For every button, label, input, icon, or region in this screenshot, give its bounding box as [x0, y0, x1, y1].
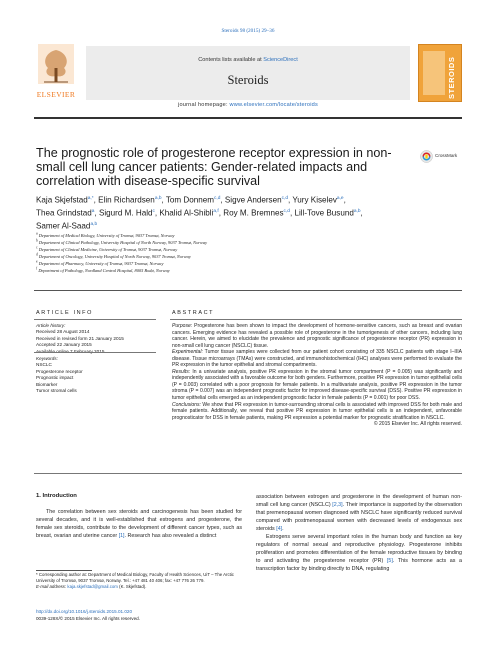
author-affiliation-marker[interactable]: a,f — [213, 209, 219, 215]
intro-right-column — [256, 493, 462, 573]
abstract-purpose — [172, 323, 462, 349]
history-item: Available online 7 February 2015 — [36, 348, 105, 354]
keyword: Biomarker — [36, 381, 58, 387]
author-affiliation-marker[interactable]: a,b — [353, 209, 361, 215]
conclusions-label: Conclusions: — [172, 401, 201, 408]
reference-link[interactable]: [5] — [386, 558, 393, 564]
history-item: Accepted 22 January 2015 — [36, 342, 92, 348]
author-affiliation-marker[interactable]: c,d — [213, 196, 221, 201]
reference-link[interactable]: [2,3] — [332, 502, 343, 508]
affiliation-item — [36, 260, 456, 267]
author-separator: , — [220, 195, 225, 205]
journal-citation[interactable]: Steroids 98 (2015) 29–36 — [221, 28, 275, 34]
affiliation-marker: a — [36, 231, 38, 236]
author-name[interactable]: Kaja Skjefstad — [36, 195, 88, 205]
reference-link[interactable]: [1] — [118, 533, 125, 539]
author-affiliation-marker[interactable]: c — [152, 209, 155, 215]
affiliation-text: Department of Pharmacy, University of Tromsø, 9037 Tromsø, Norway — [38, 261, 164, 266]
intro-text: Estrogens serve several important roles in the human body and function as key regulators of normal sexual and reproductive physiology. Progesterone inhibits proliferation and promotes differentiation of the female reproductive tissues by binding to and activating the progesterone receptor (PR) — [256, 534, 462, 564]
author-name[interactable]: Tom Donnem — [165, 195, 214, 205]
abstract-bottom-divider — [34, 473, 462, 474]
author-name[interactable]: Sigurd M. Hald — [98, 208, 153, 218]
keyword: Progesterone receptor — [36, 368, 83, 374]
author-separator: , — [218, 208, 224, 218]
author-separator: , — [343, 195, 346, 205]
author-separator: , — [93, 195, 99, 205]
affiliation-text: Department of Oncology, University Hospital of North Norway, 9037 Tromsø, Norway — [38, 254, 191, 259]
experimental-text: Tumor tissue samples were collected from our patient cohort consisting of 335 NSCLC patients with stage I–IIIA disease. Tissue microarrays (TMAs) were constructed, and immunohistochemical (IHC) analyses were performed to evaluate the PR expression in the tumor epithelial and stromal compartments. — [172, 349, 462, 369]
doi-link[interactable]: http://dx.doi.org/10.1016/j.steroids.2015.01.020 — [36, 609, 133, 614]
experimental-label: Experimental: — [172, 349, 203, 356]
purpose-label: Purpose: — [172, 323, 193, 329]
author-affiliation-marker[interactable]: c,d — [283, 209, 290, 215]
issn-line: 0039-128X/© 2015 Elsevier Inc. All rights reserved. — [36, 616, 140, 621]
affiliation-item — [36, 239, 456, 246]
intro-text: . — [282, 526, 284, 532]
affiliation-list — [36, 232, 456, 274]
affiliation-marker: d — [36, 252, 38, 257]
introduction-heading: 1. Introduction — [36, 493, 77, 499]
affiliation-marker: b — [36, 238, 38, 243]
article-info-divider — [34, 319, 156, 320]
affiliation-item — [36, 232, 456, 239]
affiliation-item — [36, 267, 456, 274]
footnote-divider — [36, 570, 92, 571]
publisher-name: ELSEVIER — [36, 90, 76, 99]
keywords-label: Keywords: — [36, 356, 58, 361]
journal-homepage — [86, 102, 410, 108]
author-name[interactable]: Samer Al-Saad — [36, 222, 91, 232]
journal-cover — [418, 44, 462, 102]
abstract-conclusions — [172, 402, 462, 422]
keyword: Prognostic impact — [36, 375, 74, 381]
footnote-email-line — [36, 584, 242, 590]
author-list — [36, 193, 456, 233]
author-name[interactable]: Roy M. Bremnes — [223, 208, 284, 218]
purpose-text: Progesterone has been shown to impact the development of hormone-sensitive cancers, such as breast and ovarian cancers. Emerging evidence has revealed a possible role of progesterone in the tumorigenesis of other cancers, including lung cancer. Herein, we aimed to elucidate the prevalence and prognostic significance of progesterone receptor (PR) expression in non-small cell lung cancer (NSCLC) tissue. — [172, 323, 462, 349]
history-item: Received in revised form 21 January 2015 — [36, 335, 124, 341]
email-suffix: (K. Skjefstad). — [117, 584, 147, 590]
abstract-heading: ABSTRACT — [172, 310, 215, 316]
keyword: NSCLC — [36, 362, 52, 368]
results-text: In a univariate analysis, positive PR expression in the stromal tumor compartment (P = 0.005) was significantly and independently associated with a favorable outcome for both genders. Furthermore, positive PR expression in tumor epithelial cells (P = 0.003) correlated with a poor prognosis for female patients. In a multivariate analysis, positive PR expression in the tumor stroma (P = 0.007) was an independent prognostic factor for improved disease-specific survival (DSS). Positive PR expression in tumor epithelial cells emerged as an independent prognostic factor in female patients (P = 0.001) for poor DSS. — [172, 368, 462, 402]
author-affiliation-marker[interactable]: a,b — [154, 196, 162, 201]
affiliation-text: Department of Clinical Pathology, University Hospital of North Norway, 9037 Tromsø, Norway — [38, 240, 208, 245]
abstract-divider — [170, 319, 462, 320]
homepage-link[interactable]: www.elsevier.com/locate/steroids — [229, 102, 318, 108]
author-separator: , — [288, 195, 293, 205]
abstract-copyright: © 2015 Elsevier Inc. All rights reserved. — [373, 421, 462, 428]
abstract-experimental — [172, 349, 462, 369]
contents-line — [86, 57, 410, 63]
abstract-body — [172, 323, 462, 428]
intro-paragraph — [256, 533, 462, 573]
email-label: E-mail address: — [36, 584, 67, 590]
history-label: Article history: — [36, 323, 66, 328]
affiliation-marker: f — [36, 266, 38, 271]
elsevier-logo — [34, 44, 78, 100]
crossmark-badge[interactable] — [420, 148, 464, 170]
cover-artwork — [423, 51, 445, 95]
affiliation-marker: c — [36, 245, 38, 250]
author-affiliation-marker[interactable]: c,d — [281, 196, 288, 201]
elsevier-tree-icon — [38, 44, 74, 84]
article-info-heading: ARTICLE INFO — [36, 310, 93, 316]
conclusions-text: We show that PR expression in tumor-surrounding stromal cells is associated with improved DSS for both male and female patients. Additionally, we reveal that positive PR expression in tumor epithelial cells is an independent, unfavorable prognosticator for DSS in female patients, making PR expression a potential marker for prognostic stratification in NSCLC. — [172, 401, 462, 421]
keywords — [36, 356, 158, 394]
sciencedirect-link[interactable]: ScienceDirect — [263, 57, 298, 63]
crossmark-icon — [420, 150, 433, 163]
affiliation-item — [36, 253, 456, 260]
contents-prefix: Contents lists available at — [198, 57, 264, 63]
author-name[interactable]: Sigve Andersen — [224, 195, 282, 205]
author-name[interactable]: Thea Grindstad — [36, 208, 92, 218]
cover-title: STEROIDS — [447, 56, 456, 99]
author-separator: , — [360, 208, 363, 218]
affiliation-divider — [34, 290, 462, 291]
reference-link[interactable]: [4] — [276, 526, 283, 532]
corresponding-author-footnote — [36, 572, 242, 591]
abstract-results — [172, 369, 462, 402]
affiliation-item — [36, 246, 456, 253]
intro-text: . This hormone acts as a transcription factor by binding directly to DNA, regulating — [256, 558, 462, 572]
journal-banner — [86, 46, 410, 100]
intro-text: . Their importance is supported by the observation that premenopausal women diagnosed with NSCLC have significantly reduced survival compared with postmenopausal women with decreased levels of endogenous sex steroids — [256, 502, 462, 532]
author-affiliation-marker[interactable]: a,* — [87, 196, 94, 201]
affiliation-marker: e — [36, 259, 38, 264]
article-title: The prognostic role of progesterone receptor expression in non-small cell lung cancer patients: Gender-related impacts and correlation with disease-specific survival — [36, 146, 392, 188]
email-link[interactable]: kaja.skjefstad@gmail.com — [67, 584, 118, 590]
footnote-text: * Corresponding author at: Department of Medical Biology, Faculty of Health Sciences, UiT – The Arctic University of Tromsø, 9037 Tromsø, Norway. Tel.: +47 481 40 406; fax: +47 776 26 779. — [36, 572, 234, 584]
author-affiliation-marker[interactable]: a — [91, 209, 95, 215]
intro-text: The correlation between sex steroids and carcinogenesis has been studied for several decades, and it is well-established that estrogens and progesterone, the female sex steroids, contribute to the development of different cancer types, such as breast, ovarian and uterine cancer — [36, 509, 242, 539]
author-name[interactable]: Elin Richardsen — [98, 195, 155, 205]
keywords-divider — [34, 352, 156, 353]
affiliation-text: Department of Clinical Medicine, University of Tromsø, 9037 Tromsø, Norway — [38, 247, 178, 252]
header-divider — [34, 117, 462, 119]
author-name[interactable]: Lill-Tove Busund — [294, 208, 354, 218]
author-separator: , — [161, 195, 166, 205]
intro-paragraph — [256, 493, 462, 533]
affiliation-text: Department of Pathology, Nordland Central Hospital, 8005 Bodø, Norway — [38, 268, 170, 273]
results-label: Results: — [172, 368, 191, 375]
author-name[interactable]: Yury Kiselev — [292, 195, 337, 205]
crossmark-label: CrossMark — [435, 153, 458, 158]
article-history — [36, 323, 158, 355]
author-affiliation-marker[interactable]: a,b — [90, 222, 98, 228]
keyword: Tumor stromal cells — [36, 388, 77, 394]
intro-text: association between estrogen and progesterone in the development of human non-small cell lung cancer (NSCLC) — [256, 494, 462, 508]
journal-title: Steroids — [227, 73, 269, 87]
affiliation-text: Department of Medical Biology, University of Tromsø, 9037 Tromsø, Norway — [38, 233, 175, 238]
author-separator: , — [94, 208, 99, 218]
author-name[interactable]: Khalid Al-Shibli — [159, 208, 214, 218]
history-item: Received 28 August 2014 — [36, 329, 90, 335]
intro-text: . Research has also revealed a distinct — [124, 533, 217, 539]
intro-left-column — [36, 508, 242, 540]
author-affiliation-marker[interactable]: a,e — [336, 196, 344, 201]
author-separator: , — [289, 208, 295, 218]
author-separator: , — [154, 208, 160, 218]
homepage-prefix: journal homepage: — [178, 102, 230, 108]
